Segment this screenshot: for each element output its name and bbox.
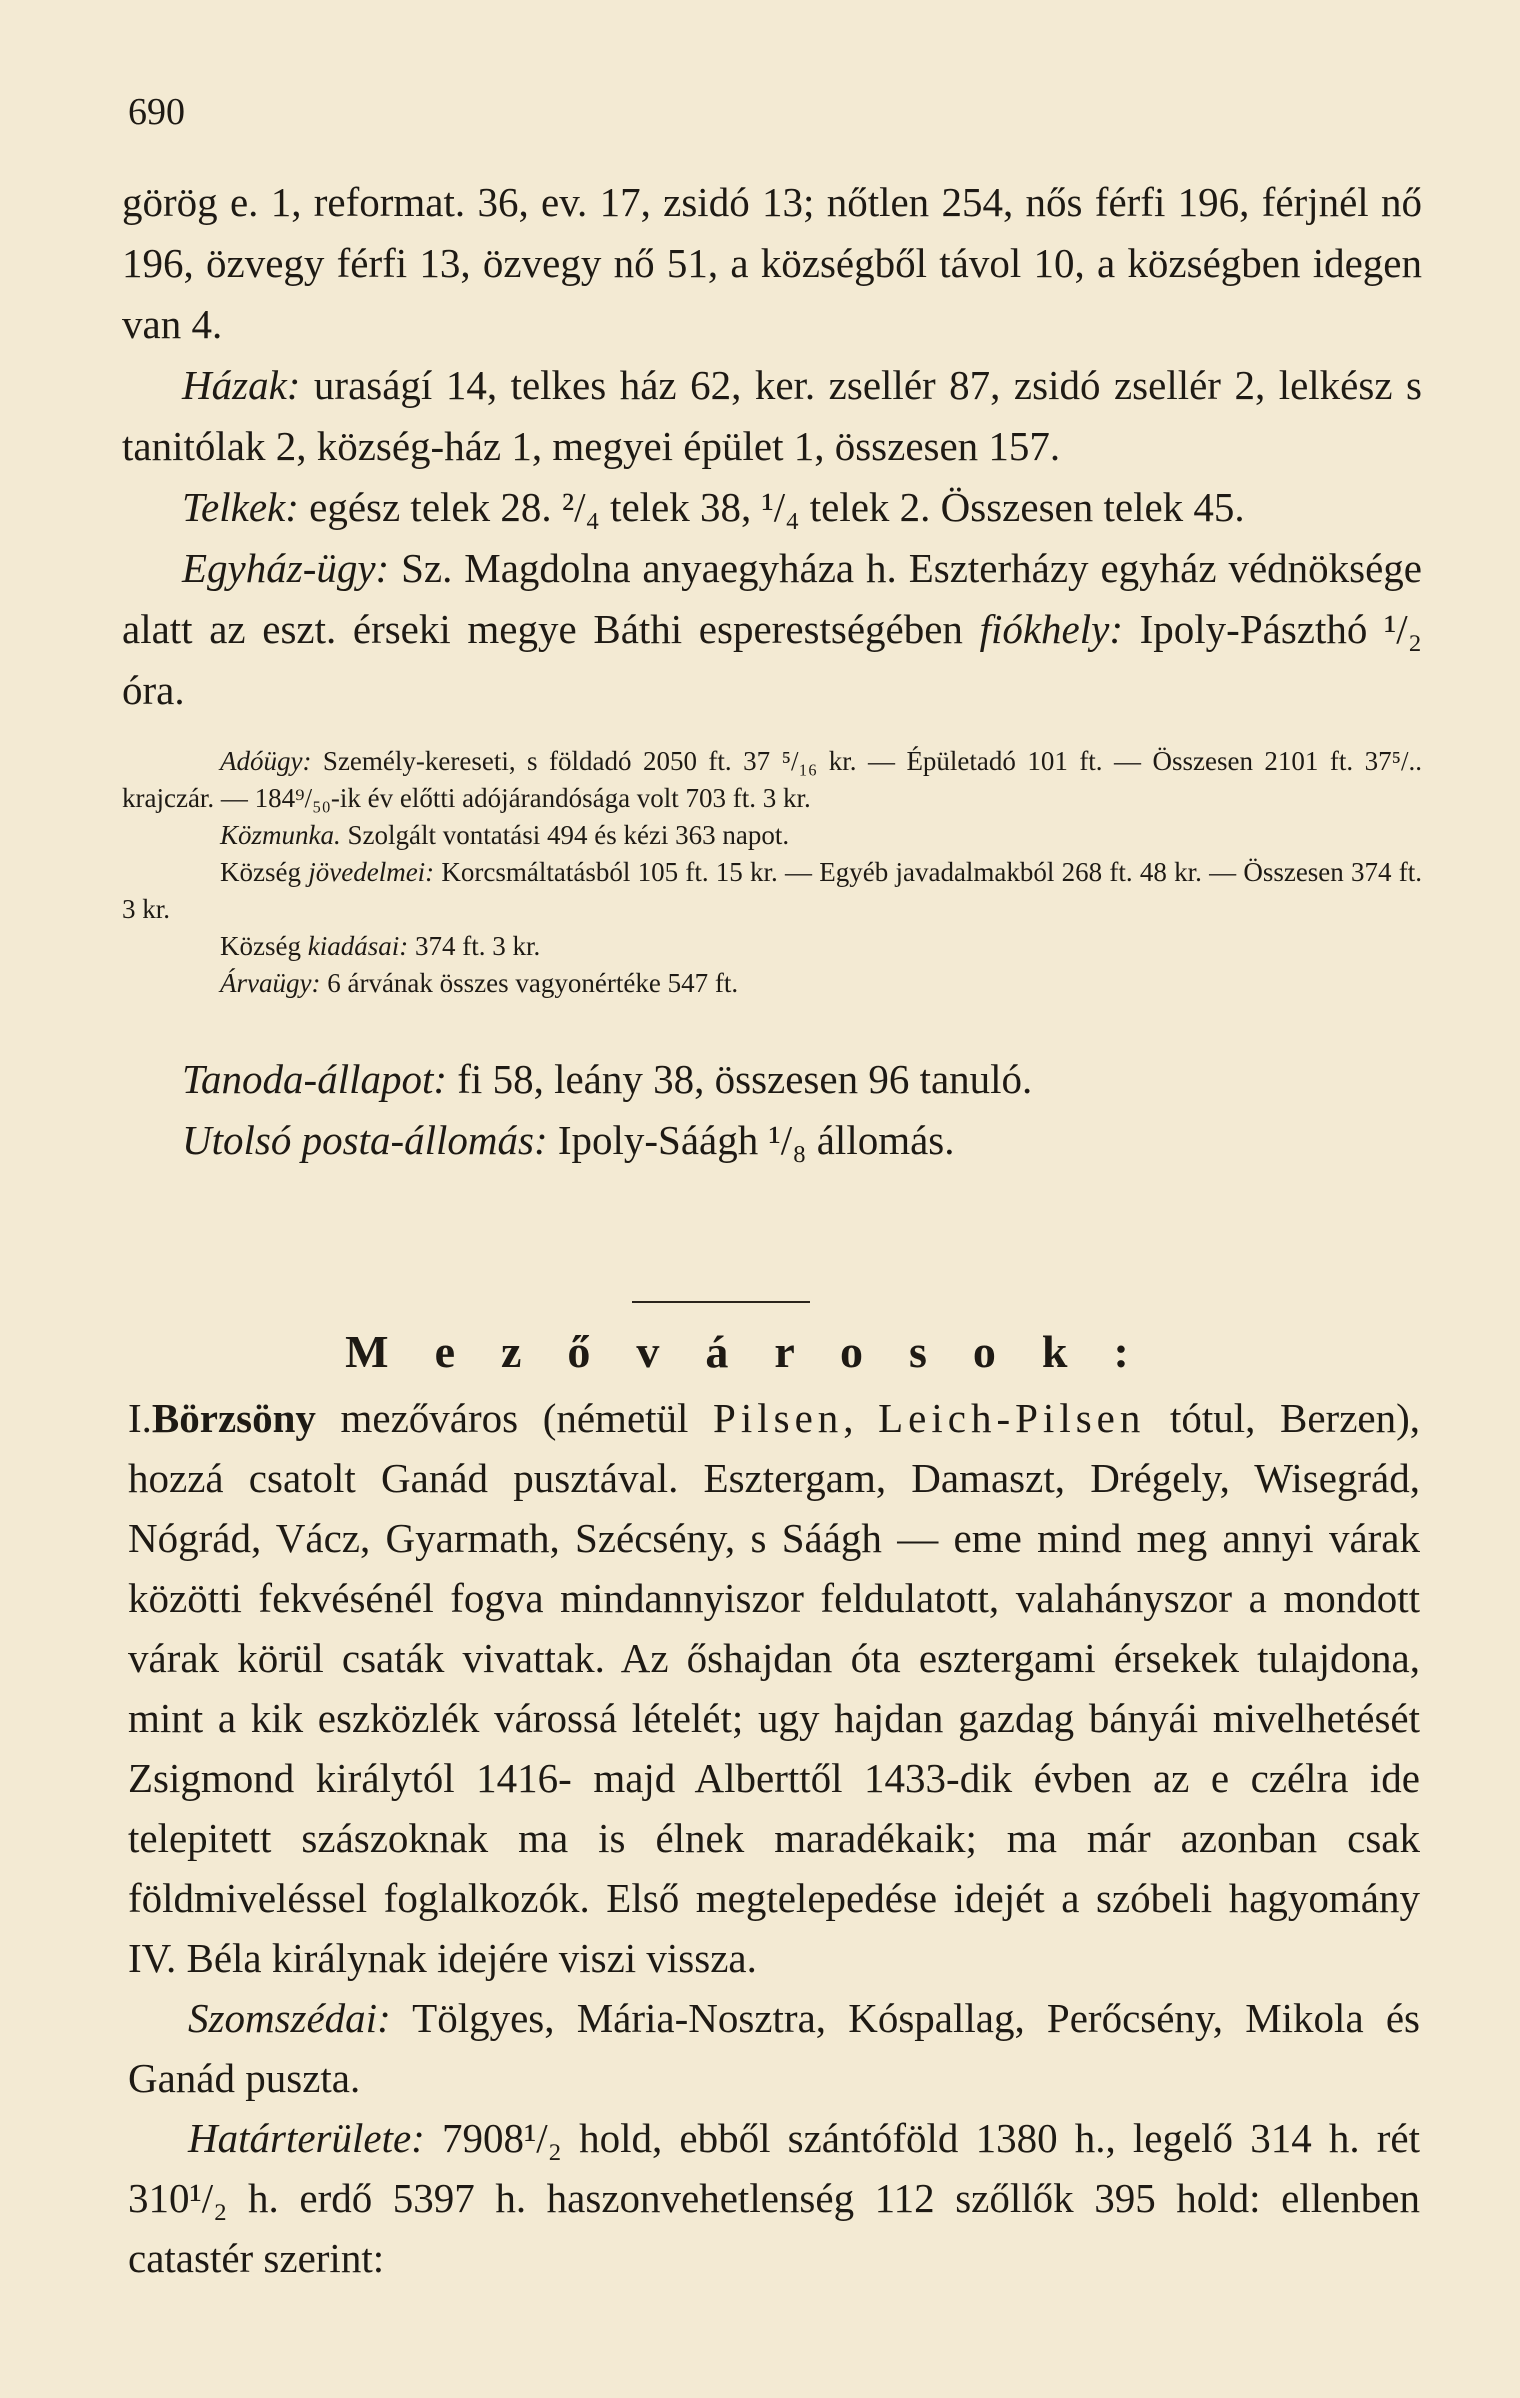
orphan-paragraph [122, 965, 1422, 1002]
section-small-print [122, 743, 1422, 1002]
orphan-text: 6 árvának összes vagyonértéke 547 ft. [320, 968, 739, 998]
expenses-label-2: kiadásai: [307, 931, 409, 961]
intro-text-b: , [843, 1395, 879, 1441]
public-work-text: Szolgált vontatási 494 és kézi 363 napot. [340, 820, 790, 850]
intro-text-c: tótul, Berzen), hozzá csatolt Ganád pusztával. Esztergam, Damaszt, Drégely, Wisegrád, Nógrád, Vácz, Gyarmath, Szécsény, s Sáágh — eme mind meg annyi várak közötti fekvésénél fogva mindannyiszor feldulatott, valahányszor a mondott várak körül csaták vivattak. Az őshajdan óta esztergami érsekek tulajdona, mint a kik eszközlék várossá lételét; ugy hajdan gazdag bányái mivelhetését Zsigmond királytól 1416- majd Alberttől 1433-dik évben az e czélra ide telepitett szászoknak ma is élnek maradékaik; ma már azonban csak földmiveléssel foglalkozók. Első megtelepedése idejét a szóbeli hagyomány IV. Béla királynak idejére viszi vissza. [128, 1395, 1420, 1981]
houses-text: uraságí 14, telkes ház 62, ker. zsellér 87, zsidó zsellér 2, lelkész s tanitólak 2, község-ház 1, megyei épület 1, összesen 157. [122, 362, 1422, 469]
income-text: Korcsmáltatásból 105 ft. 15 kr. — Egyéb javadalmakból 268 ft. 48 kr. — Összesen 374 ft. 3 kr. [122, 857, 1423, 924]
plots-label: Telkek: [182, 484, 299, 530]
public-work-label: Közmunka. [220, 820, 341, 850]
post-label: Utolsó posta-állomás: [182, 1117, 548, 1163]
plots-paragraph [122, 477, 1422, 538]
population-text: görög e. 1, reformat. 36, ev. 17, zsidó 13; nőtlen 254, nős férfi 196, férjnél nő 196, özvegy férfi 13, özvegy nő 51, a községből távol 10, a községben idegen van 4. [122, 179, 1422, 347]
territory-label: Határterülete: [188, 2115, 425, 2161]
borzsony-intro-paragraph [128, 1388, 1420, 1988]
german-name-leich-pilsen: Leich-Pilsen [878, 1395, 1146, 1441]
income-label-1: Község [220, 857, 301, 887]
intro-text-a: mezőváros (németül [315, 1395, 714, 1441]
branch-text: Ipoly-Pászthó ¹/₂ óra. [122, 606, 1422, 713]
church-paragraph [122, 538, 1422, 721]
school-paragraph [122, 1049, 1422, 1110]
houses-label: Házak: [182, 362, 301, 408]
expenses-paragraph [122, 928, 1422, 965]
section-school-post [122, 1049, 1422, 1171]
public-work-paragraph [122, 817, 1422, 854]
tax-paragraph [122, 743, 1422, 817]
heading-text: Mezővárosok: [345, 1326, 1175, 1377]
branch-label: fiókhely: [979, 606, 1123, 652]
territory-paragraph [128, 2108, 1420, 2288]
post-paragraph [122, 1110, 1422, 1171]
houses-paragraph [122, 355, 1422, 477]
expenses-label-1: Község [220, 931, 301, 961]
school-text: fi 58, leány 38, összesen 96 tanuló. [447, 1056, 1033, 1102]
church-label: Egyház-ügy: [182, 545, 390, 591]
neighbours-paragraph [128, 1988, 1420, 2108]
neighbours-text: Tölgyes, Mária-Nosztra, Kóspallag, Perőcsény, Mikola és Ganád puszta. [128, 1995, 1420, 2101]
orphan-label: Árvaügy: [220, 968, 321, 998]
section-borzsony [128, 1388, 1420, 2288]
church-text: Sz. Magdolna anyaegyháza h. Eszterházy egyház védnöksége alatt az eszt. érseki megye Báthi esperestségében [122, 545, 1422, 652]
population-paragraph [122, 172, 1422, 355]
income-paragraph [122, 854, 1422, 928]
section-statistics [122, 172, 1422, 721]
entry-number: I. [128, 1395, 152, 1441]
tax-label: Adóügy: [220, 746, 312, 776]
school-label: Tanoda-állapot: [182, 1056, 448, 1102]
section-heading [0, 1300, 1520, 1378]
neighbours-label: Szomszédai: [188, 1995, 391, 2041]
plots-text: egész telek 28. ²/₄ telek 38, ¹/₄ telek 2. Összesen telek 45. [298, 484, 1245, 530]
territory-text: 7908¹/₂ hold, ebből szántóföld 1380 h., legelő 314 h. rét 310¹/₂ h. erdő 5397 h. haszonvehetlenség 112 szőllők 395 hold: ellenben catastér szerint: [128, 2115, 1420, 2281]
expenses-text: 374 ft. 3 kr. [408, 931, 541, 961]
post-text: Ipoly-Sáágh ¹/₈ állomás. [547, 1117, 955, 1163]
page-number: 690 [128, 91, 185, 133]
town-name: Börzsöny [151, 1395, 316, 1441]
german-name-pilsen: Pilsen [713, 1395, 844, 1441]
income-label-2: jövedelmei: [308, 857, 435, 887]
tax-text: Személy-kereseti, s földadó 2050 ft. 37 ⁵/₁₆ kr. — Épületadó 101 ft. — Összesen 2101 ft. 37⁵/.. krajczár. — 184⁹/₅₀-ik év előtti adójárandósága volt 703 ft. 3 kr. [122, 746, 1422, 813]
